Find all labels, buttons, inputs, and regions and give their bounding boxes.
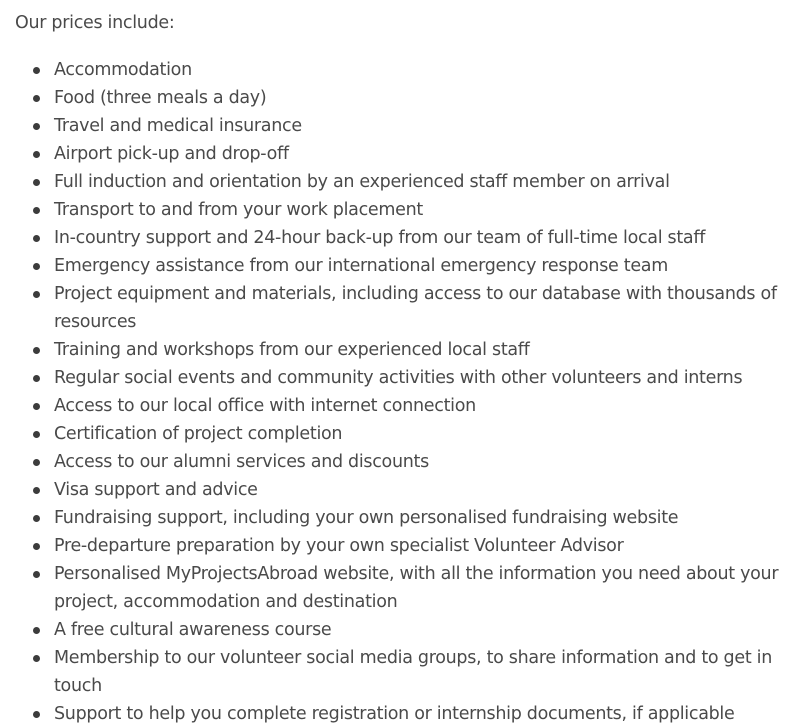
bullet-icon — [33, 179, 40, 186]
list-item — [15, 364, 793, 392]
bullet-icon — [33, 235, 40, 242]
list-item — [15, 224, 793, 252]
list-item — [15, 280, 793, 336]
list-item-text: Training and workshops from our experienced local staff — [54, 340, 530, 360]
list-item-text: Airport pick-up and drop-off — [54, 144, 289, 164]
list-item — [15, 252, 793, 280]
list-item-text: Access to our local office with internet connection — [54, 396, 476, 416]
list-item — [15, 112, 793, 140]
bullet-icon — [33, 95, 40, 102]
list-item — [15, 420, 793, 448]
list-item-text: Certification of project completion — [54, 424, 343, 444]
list-item — [15, 140, 793, 168]
bullet-icon — [33, 347, 40, 354]
list-item — [15, 560, 793, 616]
list-item — [15, 56, 793, 84]
list-item — [15, 532, 793, 560]
bullet-icon — [33, 263, 40, 270]
list-item — [15, 392, 793, 420]
list-item-text: Full induction and orientation by an experienced staff member on arrival — [54, 172, 670, 192]
list-item-text: A free cultural awareness course — [54, 620, 332, 640]
list-item — [15, 196, 793, 224]
list-item — [15, 448, 793, 476]
bullet-icon — [33, 627, 40, 634]
list-item-text: Regular social events and community activities with other volunteers and interns — [54, 368, 743, 388]
list-item — [15, 84, 793, 112]
list-item-text: Access to our alumni services and discounts — [54, 452, 429, 472]
list-item-text: Visa support and advice — [54, 480, 258, 500]
list-item-text: Project equipment and materials, including access to our database with thousands of resources — [54, 284, 777, 332]
bullet-icon — [33, 431, 40, 438]
list-item-text: Personalised MyProjectsAbroad website, with all the information you need about your project, accommodation and destination — [54, 564, 779, 612]
bullet-icon — [33, 291, 40, 298]
bullet-icon — [33, 711, 40, 718]
prices-list — [15, 56, 793, 728]
bullet-icon — [33, 67, 40, 74]
bullet-icon — [33, 207, 40, 214]
bullet-icon — [33, 459, 40, 466]
bullet-icon — [33, 571, 40, 578]
list-item-text: Food (three meals a day) — [54, 88, 267, 108]
list-item — [15, 644, 793, 700]
bullet-icon — [33, 487, 40, 494]
bullet-icon — [33, 151, 40, 158]
list-item-text: In-country support and 24-hour back-up from our team of full-time local staff — [54, 228, 706, 248]
list-item-text: Membership to our volunteer social media groups, to share information and to get in touch — [54, 648, 773, 696]
list-item-text: Transport to and from your work placement — [54, 200, 423, 220]
list-item-text: Support to help you complete registration or internship documents, if applicable — [54, 704, 735, 724]
list-item-text: Emergency assistance from our international emergency response team — [54, 256, 668, 276]
list-item — [15, 700, 793, 728]
bullet-icon — [33, 543, 40, 550]
list-item — [15, 616, 793, 644]
list-item-text: Fundraising support, including your own personalised fundraising website — [54, 508, 679, 528]
list-item — [15, 504, 793, 532]
bullet-icon — [33, 375, 40, 382]
bullet-icon — [33, 515, 40, 522]
bullet-icon — [33, 403, 40, 410]
list-item — [15, 168, 793, 196]
list-item-text: Travel and medical insurance — [54, 116, 302, 136]
prices-intro: Our prices include: — [15, 13, 175, 33]
list-item — [15, 336, 793, 364]
list-item-text: Pre-departure preparation by your own specialist Volunteer Advisor — [54, 536, 624, 556]
list-item-text: Accommodation — [54, 60, 192, 80]
list-item — [15, 476, 793, 504]
bullet-icon — [33, 655, 40, 662]
bullet-icon — [33, 123, 40, 130]
